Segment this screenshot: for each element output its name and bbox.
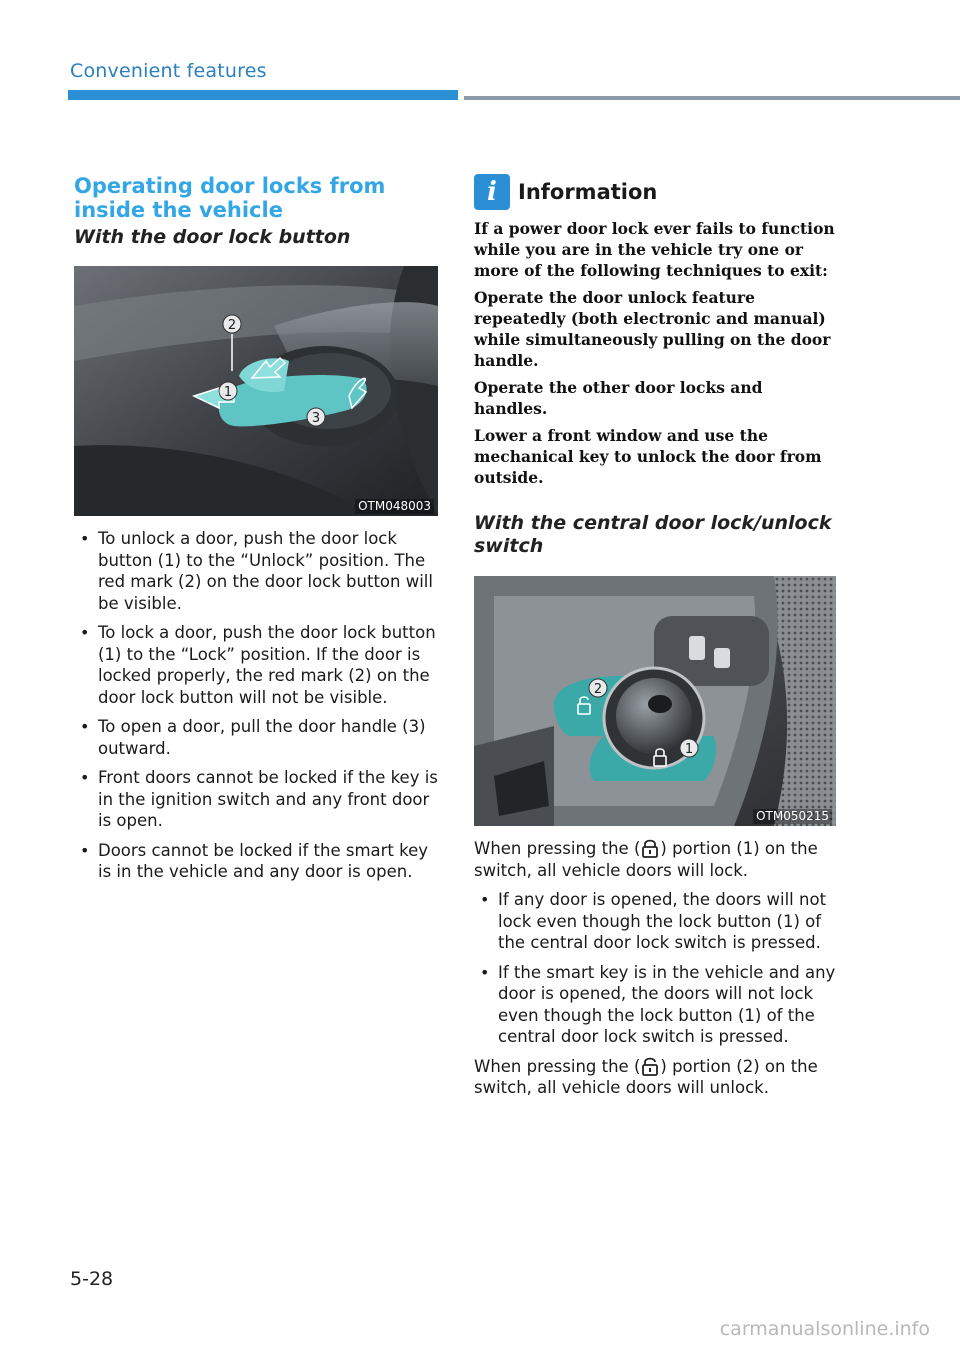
list-item: • Doors cannot be locked if the smart key is in the vehicle and any door is open. [74, 840, 438, 883]
left-column [74, 174, 438, 891]
unlock-paragraph-end: ) portion (2) on the switch, all vehicle doors will unlock. [474, 1056, 818, 1097]
lock-paragraph-end: ) portion (1) on the switch, all vehicle doors will lock. [474, 839, 818, 880]
list-item: • To lock a door, push the door lock button (1) to the “Lock” position. If the door is locked properly, the red mark (2) on the door lock button will not be visible. [74, 622, 438, 708]
info-paragraph: Operate the other door locks and handles. [474, 378, 763, 418]
list-item: • To open a door, pull the door handle (3) outward. [74, 716, 438, 759]
door-lock-bullets [74, 528, 438, 883]
info-paragraph: If a power door lock ever fails to function while you are in the vehicle try one or more of the following techniques to exit: [474, 219, 835, 280]
information-title: Information [518, 180, 658, 204]
callout-2: 2 [227, 318, 237, 333]
header-bar-accent [68, 90, 458, 100]
door-lock-button-figure [74, 266, 438, 516]
list-item: • To unlock a door, push the door lock button (1) to the “Unlock” position. The red mark (2) on the door lock button will be visible. [74, 528, 438, 614]
central-lock-switch-figure [474, 576, 836, 826]
header-bar-rule [464, 96, 960, 100]
subheading-central-lock-switch: With the central door lock/unlock switch [474, 512, 832, 557]
list-item: • Front doors cannot be locked if the key is in the ignition switch and any front door is open. [74, 767, 438, 832]
info-icon: i [474, 174, 510, 210]
figure-code: OTM048003 [355, 499, 434, 514]
door-handle-illustration [74, 266, 438, 516]
callout-1: 1 [684, 742, 694, 757]
central-lock-bullets [474, 889, 840, 1048]
figure-code: OTM050215 [753, 809, 832, 824]
watermark: carmanualsonline.info [719, 1318, 930, 1340]
lock-icon [641, 838, 659, 858]
list-item: • If any door is opened, the doors will not lock even though the lock button (1) of the central door lock switch is pressed. [474, 889, 840, 954]
lock-paragraph [474, 838, 840, 881]
list-item: • If the smart key is in the vehicle and any door is opened, the doors will not lock even though the lock button (1) of the central door lock switch is pressed. [474, 962, 840, 1048]
subheading-door-lock-button: With the door lock button [74, 226, 351, 248]
section-heading: Operating door locks from inside the vehicle [74, 174, 386, 222]
callout-1: 1 [223, 385, 233, 400]
callout-2: 2 [593, 682, 603, 697]
unlock-paragraph-start: When pressing the ( [474, 1056, 641, 1076]
information-box-header [474, 174, 840, 210]
info-paragraph: Lower a front window and use the mechanical key to unlock the door from outside. [474, 426, 822, 487]
switch-panel-illustration [474, 576, 836, 826]
header-title: Convenient features [70, 60, 267, 82]
lock-paragraph-start: When pressing the ( [474, 839, 641, 858]
callout-3: 3 [311, 411, 321, 426]
info-paragraph: Operate the door unlock feature repeatedly (both electronic and manual) while simultaneously pulling on the door handle. [474, 288, 831, 370]
unlock-icon [641, 1056, 659, 1076]
unlock-paragraph [474, 1056, 840, 1099]
page-number: 5-28 [70, 1268, 114, 1290]
right-column [474, 174, 840, 1099]
